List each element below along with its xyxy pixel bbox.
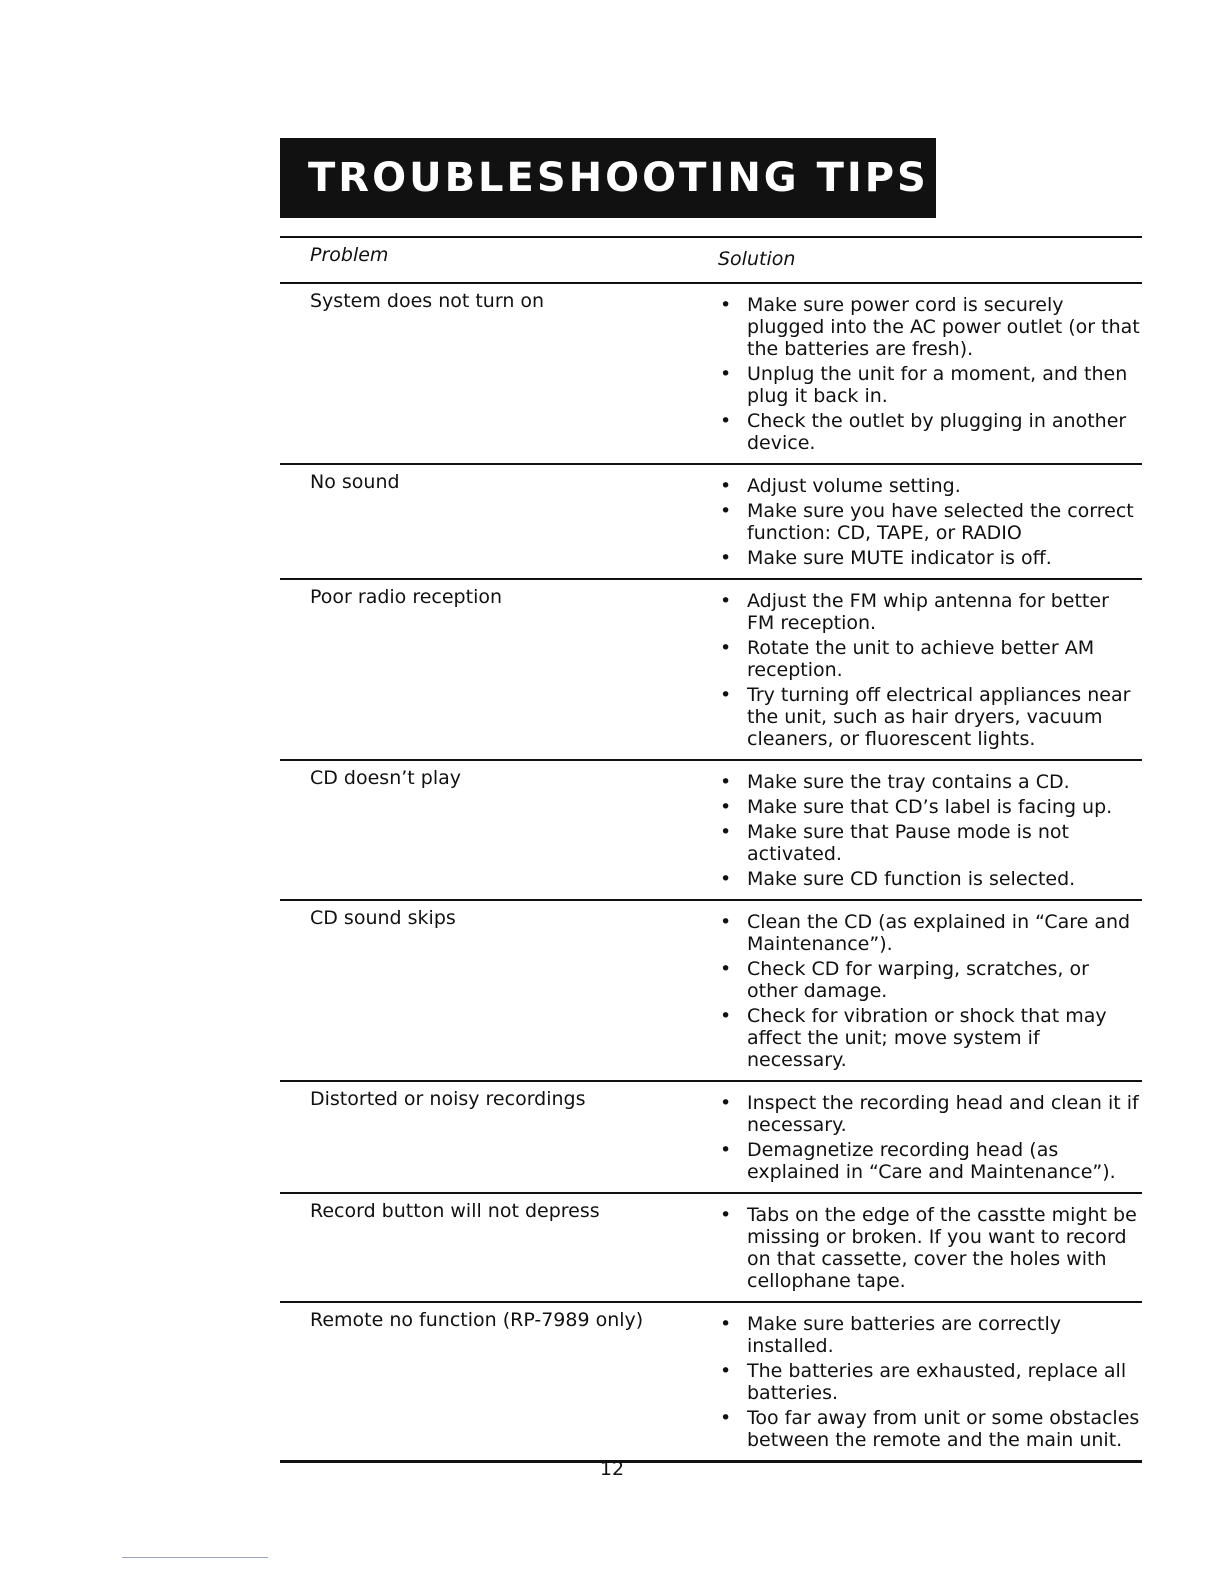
solution-item: • Adjust the FM whip antenna for better FM reception. (718, 590, 1142, 634)
solution-list (718, 1303, 1142, 1460)
table-row (280, 1082, 1142, 1194)
problem-cell: Record button will not depress (310, 1200, 600, 1222)
table-header (280, 236, 1142, 284)
page-number: 12 (599, 1458, 625, 1480)
solution-list (718, 1194, 1142, 1301)
decorative-rule (122, 1557, 268, 1558)
problem-cell: Poor radio reception (310, 586, 503, 608)
solution-item: • Make sure the tray contains a CD. (718, 771, 1142, 793)
solution-list (718, 1082, 1142, 1192)
solution-item: • Adjust volume setting. (718, 475, 1142, 497)
solution-list (718, 284, 1142, 463)
problem-cell: No sound (310, 471, 400, 493)
table-row (280, 761, 1142, 901)
table-row (280, 901, 1142, 1082)
solution-item: • Make sure power cord is securely plugged into the AC power outlet (or that the batteries are fresh). (718, 294, 1142, 360)
solution-list (718, 901, 1142, 1080)
table-row (280, 580, 1142, 761)
solution-item: • Clean the CD (as explained in “Care and Maintenance”). (718, 911, 1142, 955)
troubleshooting-table (280, 236, 1142, 1463)
solution-list (718, 465, 1142, 578)
solution-item: • Make sure MUTE indicator is off. (718, 547, 1142, 569)
problem-cell: CD sound skips (310, 907, 456, 929)
problem-cell: CD doesn’t play (310, 767, 462, 789)
solution-item: • Make sure batteries are correctly installed. (718, 1313, 1142, 1357)
problem-cell: Remote no function (RP-7989 only) (310, 1309, 644, 1331)
solution-item: • Too far away from unit or some obstacles between the remote and the main unit. (718, 1407, 1142, 1451)
solution-item: • The batteries are exhausted, replace all batteries. (718, 1360, 1142, 1404)
page-title: TROUBLESHOOTING TIPS (280, 138, 936, 218)
solution-item: • Make sure CD function is selected. (718, 868, 1142, 890)
solution-item: • Inspect the recording head and clean it if necessary. (718, 1092, 1142, 1136)
solution-item: • Rotate the unit to achieve better AM reception. (718, 637, 1142, 681)
table-row (280, 1194, 1142, 1303)
solution-item: • Make sure that CD’s label is facing up. (718, 796, 1142, 818)
solution-item: • Check for vibration or shock that may affect the unit; move system if necessary. (718, 1005, 1142, 1071)
problem-cell: Distorted or noisy recordings (310, 1088, 586, 1110)
solution-item: • Check CD for warping, scratches, or other damage. (718, 958, 1142, 1002)
solution-item: • Tabs on the edge of the casstte might be missing or broken. If you want to record on that cassette, cover the holes with cellophane tape. (718, 1204, 1142, 1292)
column-header-solution: Solution (718, 248, 796, 270)
table-row (280, 284, 1142, 465)
solution-item: • Make sure that Pause mode is not activated. (718, 821, 1142, 865)
solution-item: • Demagnetize recording head (as explained in “Care and Maintenance”). (718, 1139, 1142, 1183)
solution-list (718, 580, 1142, 759)
table-body (280, 284, 1142, 1463)
solution-item: • Check the outlet by plugging in another device. (718, 410, 1142, 454)
solution-list (718, 761, 1142, 899)
table-row (280, 1303, 1142, 1463)
solution-item: • Try turning off electrical appliances near the unit, such as hair dryers, vacuum cleaners, or fluorescent lights. (718, 684, 1142, 750)
problem-cell: System does not turn on (310, 290, 545, 312)
column-header-problem: Problem (310, 244, 389, 266)
solution-item: • Make sure you have selected the correct function: CD, TAPE, or RADIO (718, 500, 1142, 544)
solution-item: • Unplug the unit for a moment, and then plug it back in. (718, 363, 1142, 407)
table-row (280, 465, 1142, 580)
